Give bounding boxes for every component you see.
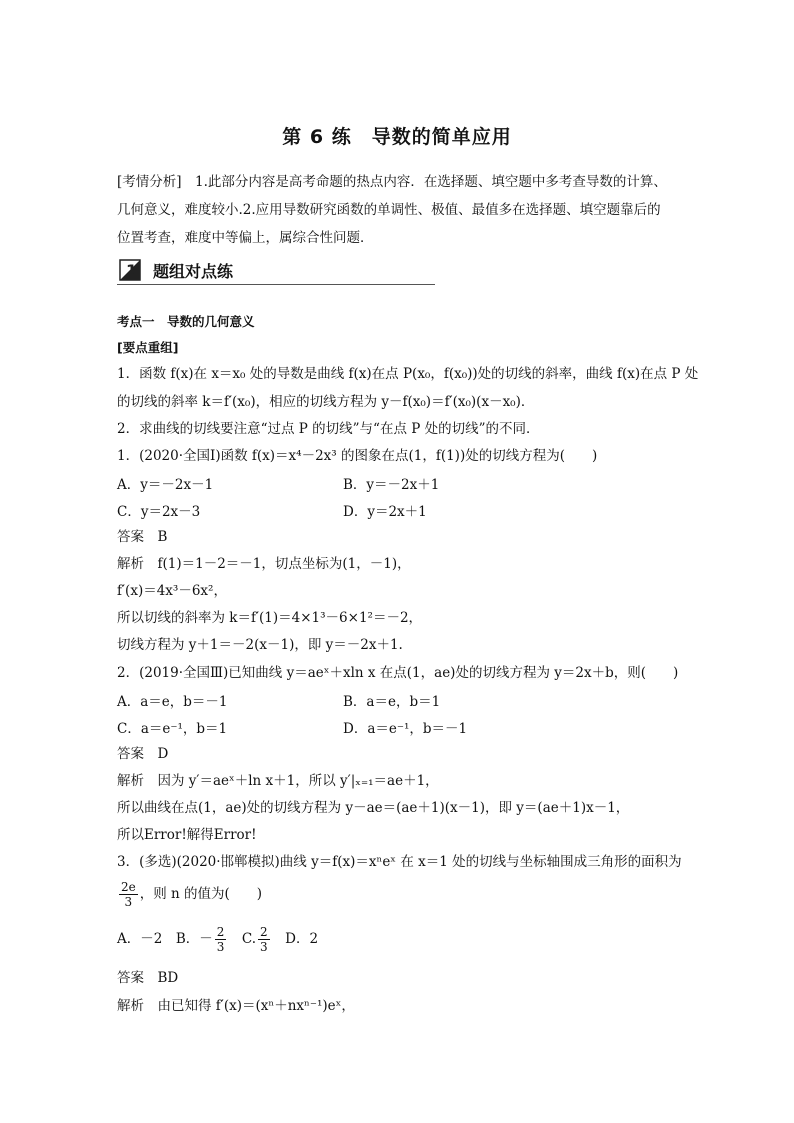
q2-solution-3: 所以Error!解得Error!: [117, 827, 257, 843]
section-label: 题组对点练: [153, 262, 234, 281]
analysis-line-2: 几何意义，难度较小.2.应用导数研究函数的单调性、极值、最值多在选择题、填空题靠后的: [117, 202, 661, 218]
key-point-2: 2．求曲线的切线要注意“过点 P 的切线”与“在点 P 处的切线”的不同．: [117, 421, 540, 437]
q1-option-c: C．y＝2x－3: [117, 504, 201, 520]
q3-stem-continued: [117, 880, 262, 909]
q3-solution-1: 解析 由已知得 f′(x)＝(xⁿ＋nxⁿ⁻¹)eˣ，: [117, 998, 355, 1014]
q1-solution-4: 切线方程为 y＋1＝－2(x－1)，即 y＝－2x＋1.: [117, 637, 403, 653]
q2-option-c: C．a＝e⁻¹，b＝1: [117, 721, 228, 737]
q2-stem: 2．(2019·全国Ⅲ)已知曲线 y＝aeˣ＋xln x 在点(1，ae)处的切线方程为 y＝2x＋b，则( ): [117, 665, 679, 681]
q1-solution-1: 解析 f(1)＝1－2＝－1，切点坐标为(1，－1)，: [117, 556, 411, 572]
analysis-line-3: 位置考查，难度中等偏上，属综合性问题．: [117, 230, 374, 246]
q1-solution-3: 所以切线的斜率为 k＝f′(1)＝4×1³－6×1²＝－2，: [117, 610, 423, 626]
fraction-denominator: 3: [216, 940, 225, 954]
fraction-denominator: 3: [260, 940, 268, 954]
section-header: [117, 258, 435, 285]
q1-option-d: D．y＝2x＋1: [343, 504, 427, 520]
q3-option-c-fraction: [258, 925, 270, 954]
q3-option-a-b-prefix: A．－2 B．－: [117, 931, 213, 947]
key-point-1-line-1: 1．函数 f(x)在 x＝x₀ 处的导数是曲线 f(x)在点 P(x₀，f(x₀))处的切线的斜率，曲线 f(x)在点 P 处: [117, 366, 699, 382]
q2-solution-1: 解析 因为 y′＝aeˣ＋ln x＋1，所以 y′|ₓ₌₁＝ae＋1，: [117, 773, 439, 789]
q3-answer: 答案 BD: [117, 970, 179, 986]
q3-area-fraction: [119, 880, 138, 909]
q3-option-d: D．2: [271, 931, 319, 947]
q3-options: [117, 925, 318, 954]
q2-solution-2: 所以曲线在点(1，ae)处的切线方程为 y－ae＝(ae＋1)(x－1)，即 y＝(ae＋1)x－1，: [117, 800, 630, 816]
fraction-numerator: 2: [216, 925, 225, 939]
q2-option-a: A．a＝e，b＝－1: [117, 694, 228, 710]
fraction-numerator: 2e: [121, 880, 136, 894]
section-number-icon: [118, 258, 142, 282]
key-points-label: [要点重组]: [117, 340, 179, 355]
page-title: 第 6 练 导数的简单应用: [282, 126, 512, 148]
q1-option-b: B．y＝－2x＋1: [343, 477, 440, 493]
section-number: 1: [126, 261, 138, 280]
q1-answer: 答案 B: [117, 529, 168, 545]
q3-option-c-prefix: C.: [228, 931, 257, 947]
q3-stem: 3．(多选)(2020·邯郸模拟)曲线 y＝f(x)＝xⁿeˣ 在 x＝1 处的切线与坐标轴围成三角形的面积为: [117, 854, 682, 870]
q1-option-a: A．y＝－2x－1: [117, 477, 214, 493]
analysis-line-1: [考情分析] 1.此部分内容是高考命题的热点内容．在选择题、填空题中多考查导数的计算、: [117, 174, 667, 190]
fraction-numerator: 2: [260, 925, 268, 939]
q1-solution-2: f′(x)＝4x³－6x²，: [117, 583, 227, 599]
q3-stem-tail: ，则 n 的值为( ): [139, 886, 263, 902]
q2-answer: 答案 D: [117, 746, 169, 762]
fraction-denominator: 3: [124, 895, 133, 909]
key-point-1-line-2: 的切线的斜率 k＝f′(x₀)，相应的切线方程为 y－f(x₀)＝f′(x₀)(x－x₀)．: [117, 394, 535, 410]
q1-stem: 1．(2020·全国Ⅰ)函数 f(x)＝x⁴－2x³ 的图象在点(1，f(1))处的切线方程为( ): [117, 448, 598, 464]
topic-heading: 考点一 导数的几何意义: [117, 314, 255, 329]
q2-option-b: B．a＝e，b＝1: [343, 694, 441, 710]
q2-option-d: D．a＝e⁻¹，b＝－1: [343, 721, 468, 737]
q3-option-b-fraction: [215, 925, 227, 954]
